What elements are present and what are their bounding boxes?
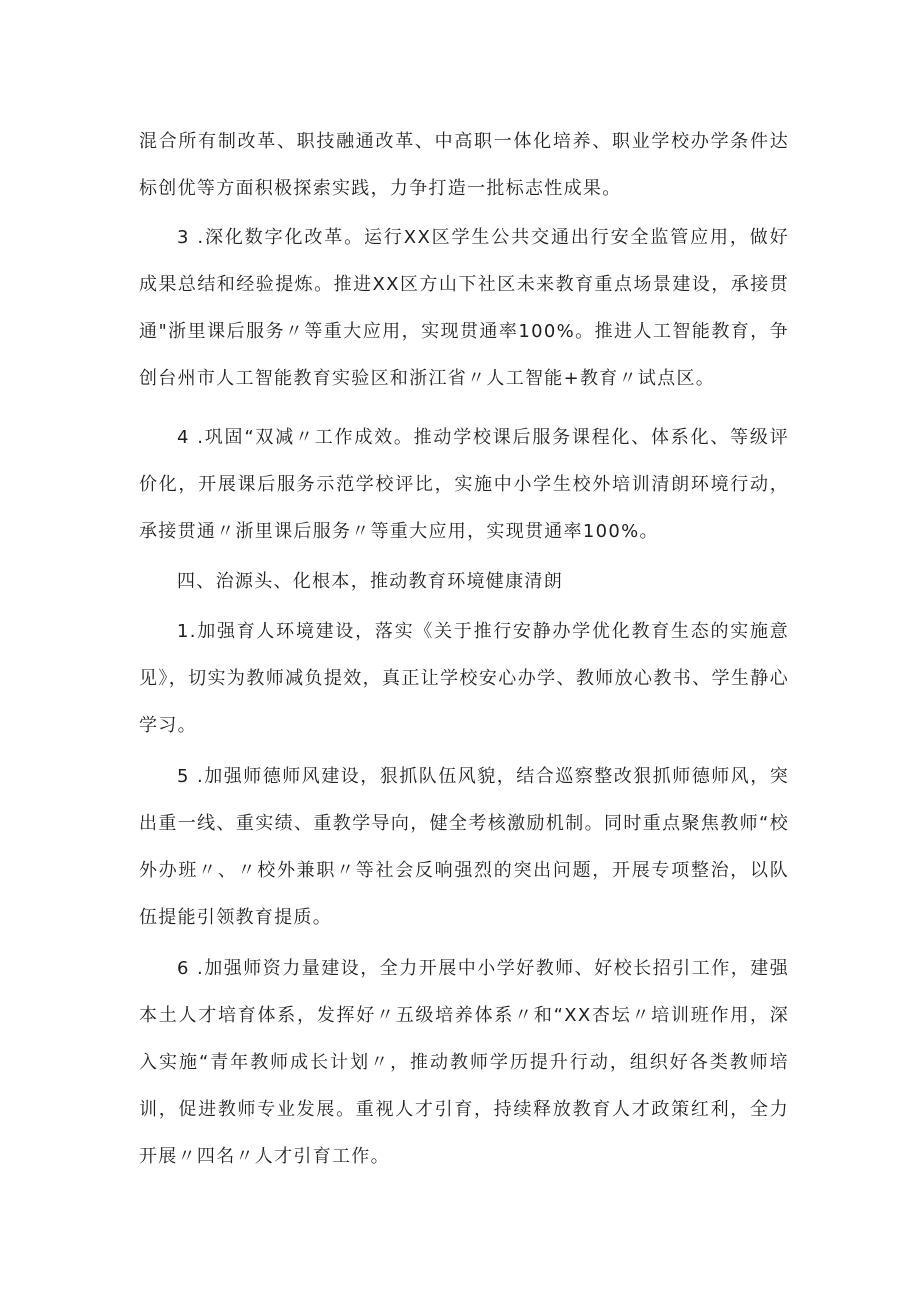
- paragraph-double-reduction: 4 .巩固“双减〃工作成效。推动学校课后服务课程化、体系化、等级评价化，开展课后服务示范学校评比，实施中小学生校外培训清朗环境行动，承接贯通〃浙里课后服务〃等重大应用，实现贯通率100%。: [139, 427, 789, 542]
- paragraph-teacher-ethics: 5 .加强师德师风建设，狠抓队伍风貌，结合巡察整改狠抓师德师风，突出重一线、重实绩、重教学导向，健全考核激励机制。同时重点聚焦教师“校外办班〃、〃校外兼职〃等社会反响强烈的突出问题，开展专项整治，以队伍提能引领教育提质。: [139, 766, 789, 928]
- paragraph-education-environment: 1.加强育人环境建设，落实《关于推行安静办学优化教育生态的实施意见》，切实为教师减负提效，真正让学校安心办学、教师放心教书、学生静心学习。: [139, 621, 789, 736]
- paragraph-continuation: 混合所有制改革、职技融通改革、中高职一体化培养、职业学校办学条件达标创优等方面积极探索实践，力争打造一批标志性成果。: [139, 131, 789, 199]
- section-heading: 四、治源头、化根本，推动教育环境健康清朗: [177, 571, 563, 592]
- paragraph-digital-reform: 3 .深化数字化改革。运行XX区学生公共交通出行安全监管应用，做好成果总结和经验提炼。推进XX区方山下社区未来教育重点场景建设，承接贯通"浙里课后服务〃等重大应用，实现贯通率100%。推进人工智能教育，争创台州市人工智能教育实验区和浙江省〃人工智能+教育〃试点区。: [139, 227, 789, 389]
- paragraph-teacher-resources: 6 .加强师资力量建设，全力开展中小学好教师、好校长招引工作，建强本土人才培育体系，发挥好〃五级培养体系〃和“XX杏坛〃培训班作用，深入实施“青年教师成长计划〃，推动教师学历提升行动，组织好各类教师培训，促进教师专业发展。重视人才引育，持续释放教育人才政策红利，全力开展〃四名〃人才引育工作。: [139, 958, 789, 1167]
